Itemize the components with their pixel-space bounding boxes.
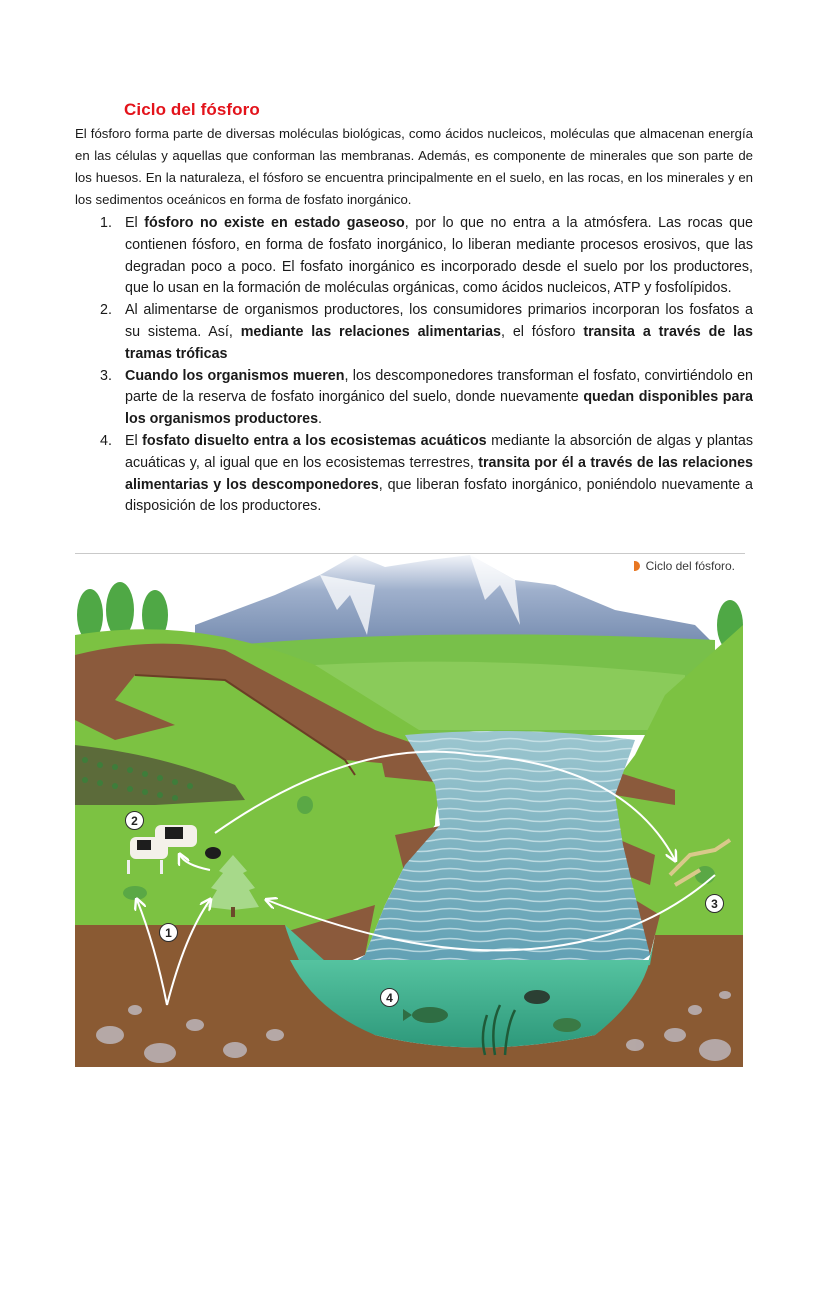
step-badge-1: 1 xyxy=(159,923,178,942)
step-number: 2. xyxy=(100,302,112,319)
step-item xyxy=(75,431,753,518)
step-text xyxy=(125,215,753,296)
emphasis-text: mediante las relaciones alimentarias xyxy=(240,323,502,340)
step-number: 1. xyxy=(100,215,112,231)
phosphorus-cycle-illustration xyxy=(75,555,743,1067)
step-text xyxy=(125,368,753,428)
step-number: 3. xyxy=(100,367,112,384)
figure-divider xyxy=(75,553,745,554)
emphasis-text: quedan disponibles para los organismos productores xyxy=(125,389,753,428)
cycle-steps-list xyxy=(75,213,753,518)
emphasis-text: fosfato disuelto entra a los ecosistemas acuáticos xyxy=(142,432,487,449)
step-badge-3: 3 xyxy=(705,894,724,913)
emphasis-text: transita por él a través de las relaciones alimentarias y los descomponedores xyxy=(125,454,753,493)
step-text xyxy=(125,302,753,362)
figure-caption xyxy=(634,559,735,573)
emphasis-text: fósforo no existe en estado gaseoso xyxy=(144,215,405,231)
step-item xyxy=(75,300,753,365)
emphasis-text: transita a través de las tramas tróficas xyxy=(125,323,753,362)
step-text-run: El xyxy=(125,215,145,231)
intro-paragraph: El fósforo forma parte de diversas moléculas biológicas, como ácidos nucleicos, moléculas que almacenan energía en las células y aquellas que conforman las membranas. Además, es componente de minerales que son parte de los huesos. En la naturaleza, el fósforo se encuentra principalmente en el suelo, en las rocas, en los minerales y en los sedimentos oceánicos en forma de fosfato inorgánico. xyxy=(75,126,753,207)
step-text-run: , que liberan fosfato inorgánico, poniéndolo nuevamente a disposición de los productores. xyxy=(125,476,753,515)
landscape-illustration xyxy=(75,555,743,1067)
emphasis-text: Cuando los organismos mueren xyxy=(125,367,345,384)
step-text-run: Al alimentarse de organismos productores, los consumidores primarios incorporan los fosfatos a su sistema. Así, xyxy=(125,302,753,340)
step-item xyxy=(75,213,753,300)
step-badge-2: 2 xyxy=(125,811,144,830)
section-title: Ciclo del fósforo xyxy=(124,100,260,119)
step-badge-4: 4 xyxy=(380,988,399,1007)
step-text-run: mediante la absorción de algas y plantas acuáticas y, al igual que en los ecosistemas terrestres, xyxy=(125,432,753,471)
caption-text: Ciclo del fósforo. xyxy=(645,559,735,573)
step-text-run: El xyxy=(125,432,143,449)
step-text-run: , los descomponedores transforman el fosfato, convirtiéndolo en parte de la reserva de fosfato inorgánico del suelo, donde nuevamente xyxy=(125,367,753,406)
step-text-run: . xyxy=(318,411,323,428)
step-text xyxy=(125,433,753,514)
caption-marker-icon xyxy=(634,561,640,571)
step-number: 4. xyxy=(100,432,112,449)
step-text-run: , el fósforo xyxy=(501,323,584,340)
step-text-run: , por lo que no entra a la atmósfera. Las rocas que contienen fósforo, en forma de fosfato inorgánico, lo liberan mediante procesos erosivos, que las degradan poco a poco. El fosfato inorgánico es incorporado desde el suelo por los productores, que lo usan en la formación de moléculas orgánicas, como ácidos nucleicos, ATP y fosfolípidos. xyxy=(125,215,753,297)
step-item xyxy=(75,366,753,431)
